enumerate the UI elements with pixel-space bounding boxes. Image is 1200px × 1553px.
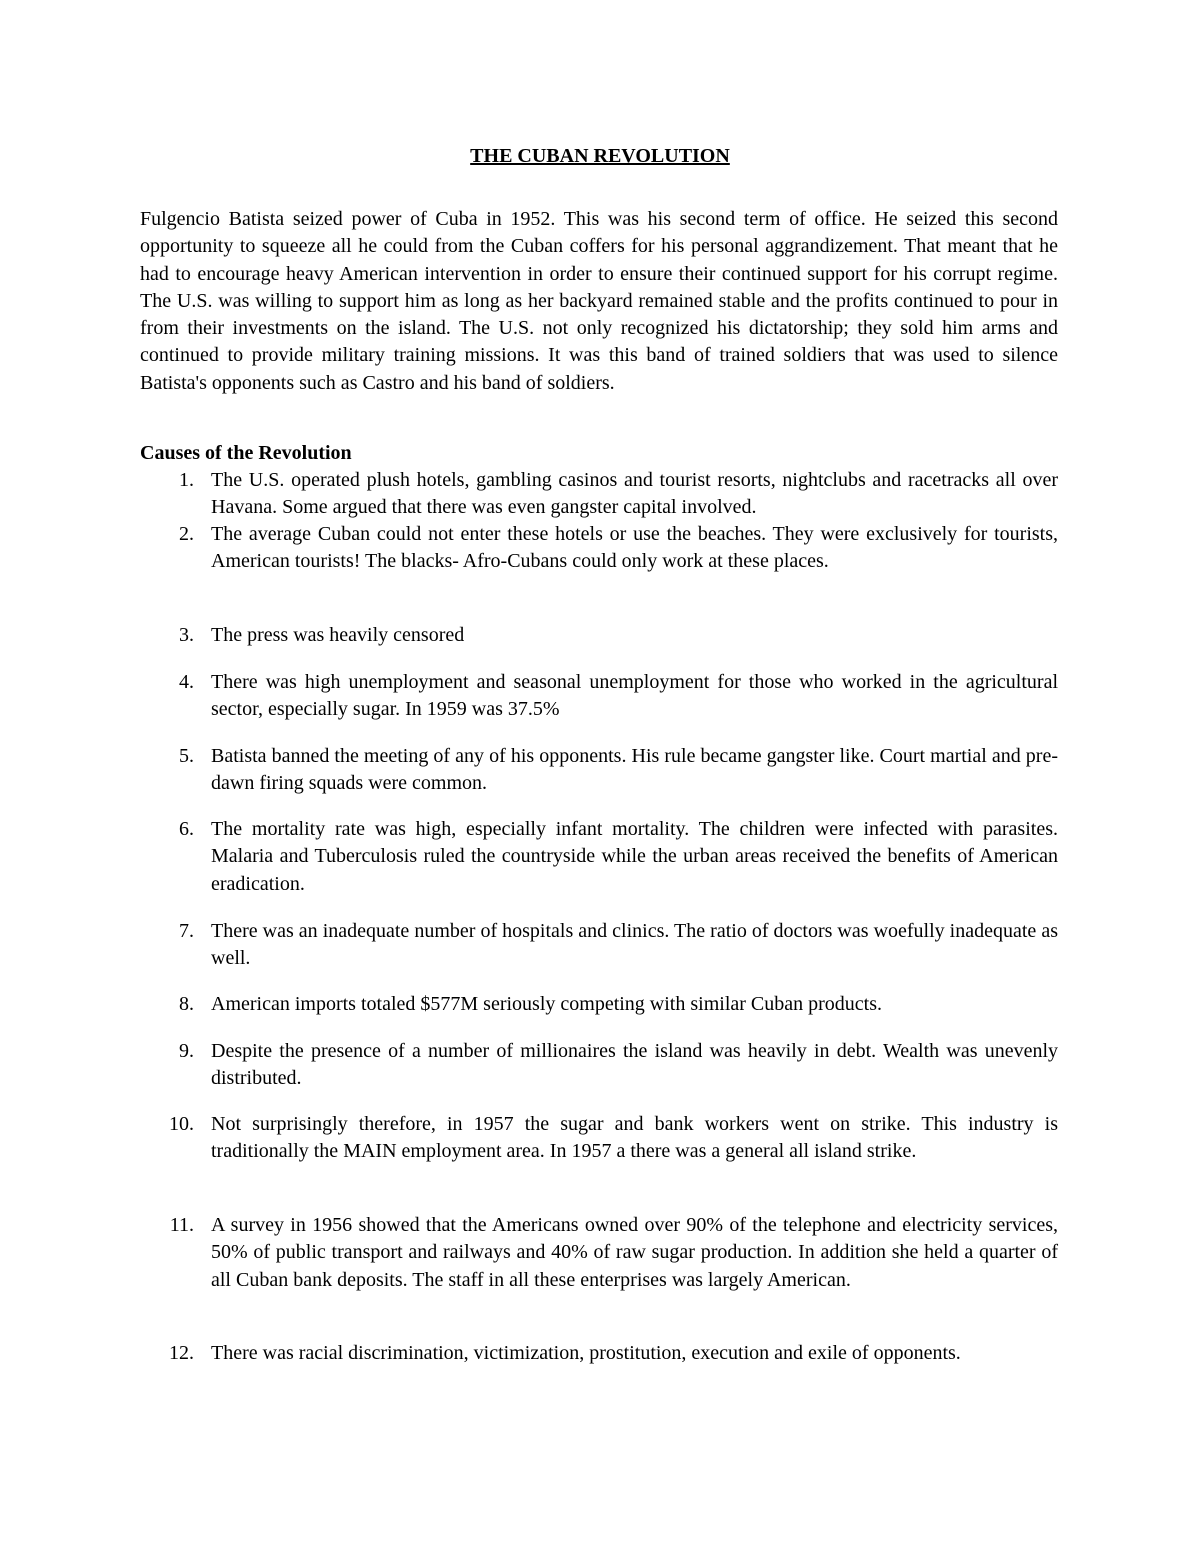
cause-number: 1.	[179, 469, 194, 491]
document-title: THE CUBAN REVOLUTION	[470, 145, 730, 167]
cause-text: The U.S. operated plush hotels, gambling casinos and tourist resorts, nightclubs and racetracks all over Havana. Some argued that there was even gangster capital involved.	[211, 469, 1058, 519]
cause-number: 5.	[179, 745, 194, 767]
cause-text: The mortality rate was high, especially infant mortality. The children were infected with parasites. Malaria and Tuberculosis ruled the countryside while the urban areas received the benefits of American eradication.	[211, 818, 1058, 895]
cause-text: There was high unemployment and seasonal unemployment for those who worked in the agricultural sector, especially sugar. In 1959 was 37.5%	[211, 671, 1058, 721]
causes-heading: Causes of the Revolution	[140, 442, 352, 464]
cause-text: There was an inadequate number of hospitals and clinics. The ratio of doctors was woefully inadequate as well.	[211, 920, 1058, 970]
intro-paragraph: Fulgencio Batista seized power of Cuba in 1952. This was his second term of office. He seized this second opportunity to squeeze all he could from the Cuban coffers for his personal aggrandizement. That meant that he had to encourage heavy American intervention in order to ensure their continued support for his corrupt regime. The U.S. was willing to support him as long as her backyard remained stable and the profits continued to pour in from their investments on the island. The U.S. not only recognized his dictatorship; they sold him arms and continued to provide military training missions. It was this band of trained soldiers that was used to silence Batista's opponents such as Castro and his band of soldiers.	[140, 208, 1058, 394]
cause-number: 12.	[169, 1342, 194, 1364]
cause-text: The average Cuban could not enter these hotels or use the beaches. They were exclusively for tourists, American tourists! The blacks- Afro-Cubans could only work at these places.	[211, 523, 1058, 573]
cause-text: Not surprisingly therefore, in 1957 the sugar and bank workers went on strike. This industry is traditionally the MAIN employment area. In 1957 a there was a general all island strike.	[211, 1113, 1058, 1163]
cause-number: 6.	[179, 818, 194, 840]
cause-text: Batista banned the meeting of any of his opponents. His rule became gangster like. Court martial and pre-dawn firing squads were common.	[211, 745, 1058, 795]
cause-number: 7.	[179, 920, 194, 942]
cause-number: 2.	[179, 523, 194, 545]
cause-number: 11.	[169, 1214, 194, 1236]
cause-text: American imports totaled $577M seriously competing with similar Cuban products.	[211, 993, 883, 1015]
cause-number: 10.	[169, 1113, 194, 1135]
cause-number: 4.	[179, 671, 194, 693]
cause-number: 9.	[179, 1040, 194, 1062]
cause-text: The press was heavily censored	[211, 624, 465, 646]
cause-number: 8.	[179, 993, 194, 1015]
cause-text: A survey in 1956 showed that the Americans owned over 90% of the telephone and electricity services, 50% of public transport and railways and 40% of raw sugar production. In addition she held a quarter of all Cuban bank deposits. The staff in all these enterprises was largely American.	[211, 1214, 1058, 1291]
cause-text: Despite the presence of a number of millionaires the island was heavily in debt. Wealth was unevenly distributed.	[211, 1040, 1058, 1090]
cause-text: There was racial discrimination, victimization, prostitution, execution and exile of opponents.	[211, 1342, 961, 1364]
cause-number: 3.	[179, 624, 194, 646]
